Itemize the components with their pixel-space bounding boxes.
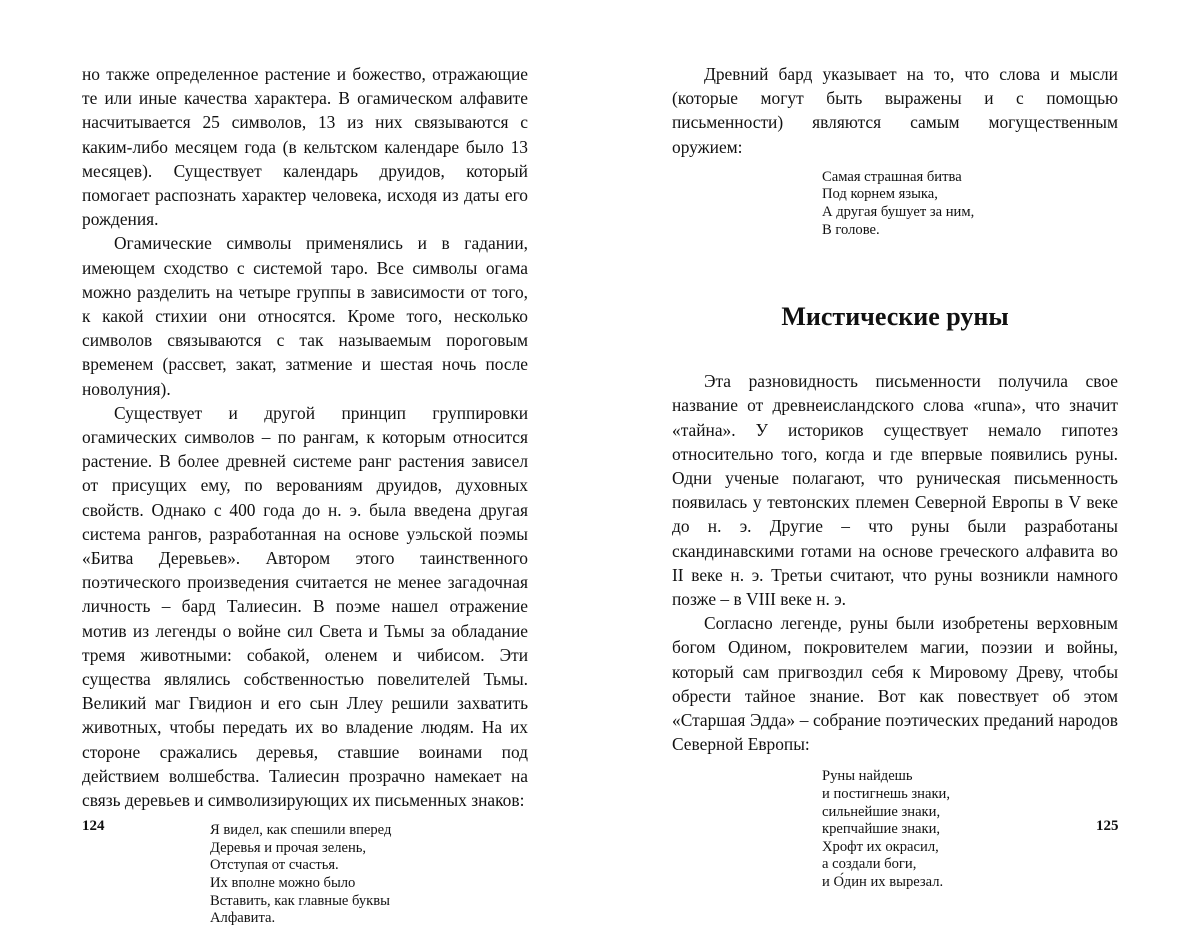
left-page-number: 124 [82, 818, 105, 834]
bard-poem [822, 169, 1118, 239]
right-page [672, 62, 1118, 892]
poem-line: и постигнешь знаки, [822, 786, 951, 803]
right-paragraph-1: Эта разновидность письменности получила свое название от древнеисландского слова «runa», что значит «тайна». У историков существует немало гипотез относительно того, когда и где впервые появились руны. Одни ученые полагают, что руническая письменность появилась у тевтонских племен Северной Европы в V веке до н. э. Другие – что руны были разработаны скандинавскими готами на основе греческого алфавита во II веке н. э. Третьи считают, что руны возникли намного позже – в VIII веке н. э. [672, 371, 1118, 610]
left-page [82, 62, 528, 928]
poem-line: Хрофт их окрасил, [822, 838, 939, 855]
taliesin-poem [210, 822, 528, 928]
poem-line: Вставить, как главные буквы [210, 892, 390, 909]
section-heading: Мистические руны [781, 302, 1009, 332]
edda-poem [822, 768, 1118, 891]
poem-line: а создали боги, [822, 856, 917, 873]
poem-line: Руны найдешь [822, 768, 913, 785]
poem-line: Алфавита. [210, 910, 276, 927]
left-paragraph-1: но также определенное растение и божество, отражающие те или иные качества характера. В огамическом алфавите насчитывается 25 символов, 13 из них связываются с каким-либо месяцем года (в кельтском календаре было 13 месяцев). Существует календарь друидов, который помогает распознать характер человека, исходя из даты его рождения. [82, 64, 528, 230]
left-paragraph-2: Огамические символы применялись и в гадании, имеющем сходство с системой таро. Все символы огама можно разделить на четыре группы в зависимости от того, к какой стихии они относятся. Кроме того, несколько символов связываются с так называемым пороговым временем (рассвет, закат, затмение и шестая ночь после новолуния). [82, 233, 528, 399]
poem-line: и О́дин их вырезал. [822, 874, 944, 890]
poem-line: Самая страшная битва [822, 168, 962, 185]
poem-line: Их вполне можно было [210, 875, 356, 892]
poem-line: Под корнем языка, [822, 186, 938, 203]
left-paragraph-3: Существует и другой принцип группировки огамических символов – по рангам, к которым относится растение. В более древней системе ранг растения зависел от присущих ему, по верованиям друидов, духовных свойств. Однако с 400 года до н. э. была введена другая система рангов, разработанная на основе уэльской поэмы «Битва Деревьев». Автором этого таинственного поэтического произведения считается не менее загадочная личность – бард Талиесин. В поэме нашел отражение мотив из легенды о войне сил Света и Тьмы за обладание тремя животными: собакой, оленем и чибисом. Эти существа являлись собственностью повелителей Тьмы. Великий маг Гвидион и его сын Ллеу решили захватить животных, чтобы передать их во владение людям. На их стороне сражались деревья, ставшие воинами под действием волшебства. Талиесин прозрачно намекает на связь деревьев и символизирующих их письменных знаков: [82, 402, 528, 811]
poem-line: Я видел, как спешили вперед [210, 822, 392, 839]
poem-line: Отступая от счастья. [210, 857, 339, 874]
right-intro-paragraph: Древний бард указывает на то, что слова и мысли (которые могут быть выражены и с помощью письменности) являются самым могущественным оружием: [672, 64, 1118, 157]
poem-line: Деревья и прочая зелень, [210, 839, 367, 856]
poem-line: В голове. [822, 221, 880, 238]
poem-line: сильнейшие знаки, [822, 803, 941, 820]
poem-line: крепчайшие знаки, [822, 821, 941, 838]
poem-line: А другая бушует за ним, [822, 204, 975, 220]
right-page-number: 125 [1096, 818, 1119, 834]
right-paragraph-2: Согласно легенде, руны были изобретены верховным богом Одином, покровителем магии, поэзии и войны, который сам пригвоздил себя к Мировому Древу, чтобы обрести тайное знание. Вот как повествует об этом «Старшая Эдда» – собрание поэтических преданий народов Северной Европы: [672, 613, 1118, 755]
